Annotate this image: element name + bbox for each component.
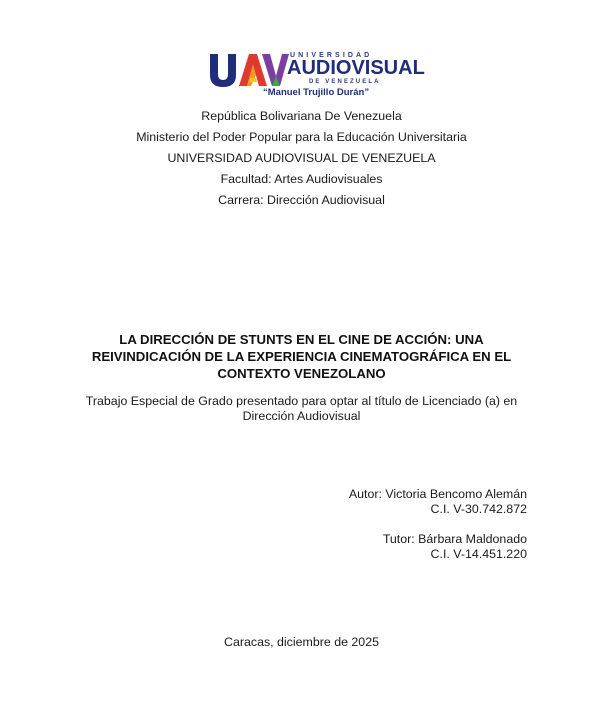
university-logo (207, 50, 425, 98)
thesis-title-line: CONTEXTO VENEZOLANO (217, 366, 386, 381)
header-university: UNIVERSIDAD AUDIOVISUAL DE VENEZUELA (167, 151, 436, 165)
header-ministry: Ministerio del Poder Popular para la Educación Universitaria (136, 130, 467, 144)
header-faculty: Facultad: Artes Audiovisuales (220, 172, 383, 186)
logo-tagline: “Manuel Trujillo Durán” (263, 87, 370, 98)
thesis-title (60, 331, 543, 382)
thesis-subtitle-line: Trabajo Especial de Grado presentado para optar al título de Licenciado (a) en (85, 394, 518, 408)
logo-venezuela-text: DE VENEZUELA (309, 79, 381, 85)
header-republic: República Bolivariana De Venezuela (201, 109, 402, 123)
tutor-name: Tutor: Bárbara Maldonado (382, 532, 527, 546)
header-career: Carrera: Dirección Audiovisual (218, 193, 385, 207)
tutor-block (383, 532, 527, 562)
logo-audiovisual-text: AUDIOVISUAL (287, 57, 425, 79)
author-name: Autor: Victoria Bencomo Alemán (348, 487, 527, 501)
thesis-subtitle-line: Dirección Audiovisual (242, 409, 361, 423)
thesis-subtitle (70, 394, 533, 424)
place-date: Caracas, diciembre de 2025 (224, 635, 379, 649)
thesis-title-line: REIVINDICACIÓN DE LA EXPERIENCIA CINEMATOGRÁFICA EN EL (91, 349, 512, 364)
author-block (349, 487, 527, 517)
logo-university-text: UNIVERSIDAD (290, 52, 373, 59)
thesis-title-line: LA DIRECCIÓN DE STUNTS EN EL CINE DE ACCIÓN: UNA (119, 332, 484, 347)
uav-logo-mark (207, 50, 289, 90)
author-ci: C.I. V-30.742.872 (430, 502, 527, 516)
tutor-ci: C.I. V-14.451.220 (430, 547, 527, 561)
